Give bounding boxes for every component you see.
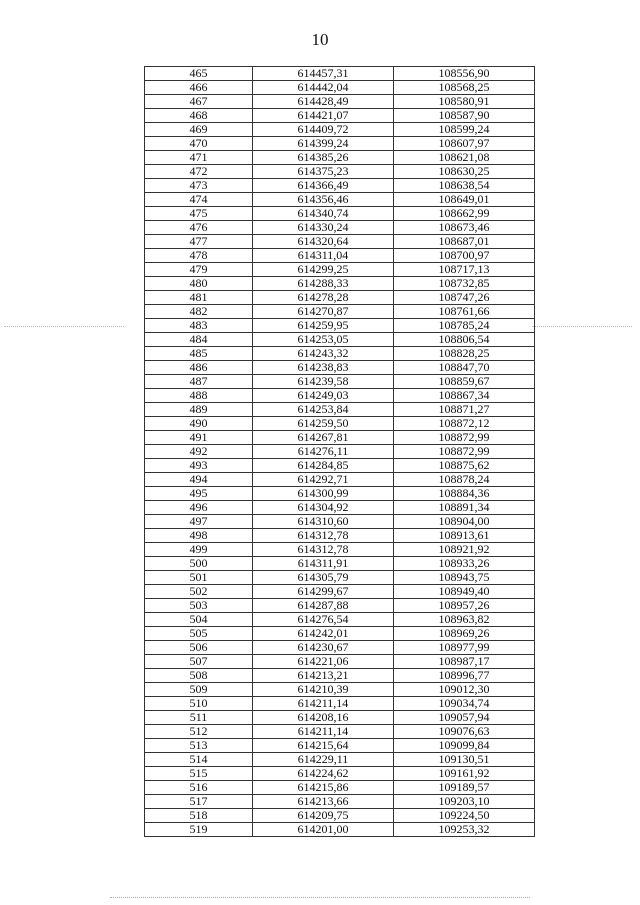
point-number-cell: 512 [145,725,253,739]
x-coordinate-cell: 614312,78 [253,529,394,543]
table-row [145,333,535,347]
y-coordinate-cell: 108828,25 [394,347,535,361]
x-coordinate-cell: 614211,14 [253,697,394,711]
table-row [145,249,535,263]
table-row [145,347,535,361]
table-row [145,543,535,557]
x-coordinate-cell: 614340,74 [253,207,394,221]
x-coordinate-cell: 614310,60 [253,515,394,529]
y-coordinate-cell: 108587,90 [394,109,535,123]
point-number-cell: 490 [145,417,253,431]
y-coordinate-cell: 109203,10 [394,795,535,809]
table-row [145,179,535,193]
y-coordinate-cell: 108649,01 [394,193,535,207]
x-coordinate-cell: 614305,79 [253,571,394,585]
y-coordinate-cell: 108621,08 [394,151,535,165]
y-coordinate-cell: 108943,75 [394,571,535,585]
point-number-cell: 483 [145,319,253,333]
table-row [145,81,535,95]
y-coordinate-cell: 108987,17 [394,655,535,669]
point-number-cell: 476 [145,221,253,235]
point-number-cell: 506 [145,641,253,655]
table-row [145,613,535,627]
y-coordinate-cell: 108732,85 [394,277,535,291]
table-row [145,123,535,137]
y-coordinate-cell: 108607,97 [394,137,535,151]
point-number-cell: 495 [145,487,253,501]
x-coordinate-cell: 614276,54 [253,613,394,627]
point-number-cell: 503 [145,599,253,613]
table-row [145,67,535,81]
point-number-cell: 480 [145,277,253,291]
x-coordinate-cell: 614276,11 [253,445,394,459]
point-number-cell: 484 [145,333,253,347]
point-number-cell: 498 [145,529,253,543]
point-number-cell: 516 [145,781,253,795]
coordinates-table [144,66,535,837]
x-coordinate-cell: 614312,78 [253,543,394,557]
point-number-cell: 496 [145,501,253,515]
point-number-cell: 487 [145,375,253,389]
table-row [145,361,535,375]
point-number-cell: 509 [145,683,253,697]
x-coordinate-cell: 614213,66 [253,795,394,809]
x-coordinate-cell: 614409,72 [253,123,394,137]
table-row [145,711,535,725]
x-coordinate-cell: 614215,64 [253,739,394,753]
table-row [145,641,535,655]
point-number-cell: 515 [145,767,253,781]
table-row [145,277,535,291]
table-row [145,501,535,515]
point-number-cell: 508 [145,669,253,683]
x-coordinate-cell: 614213,21 [253,669,394,683]
y-coordinate-cell: 108673,46 [394,221,535,235]
point-number-cell: 494 [145,473,253,487]
x-coordinate-cell: 614201,00 [253,823,394,837]
x-coordinate-cell: 614284,85 [253,459,394,473]
y-coordinate-cell: 109057,94 [394,711,535,725]
table-row [145,627,535,641]
y-coordinate-cell: 109076,63 [394,725,535,739]
y-coordinate-cell: 109099,84 [394,739,535,753]
point-number-cell: 500 [145,557,253,571]
footer-scan-line [110,897,530,898]
point-number-cell: 514 [145,753,253,767]
table-row [145,137,535,151]
x-coordinate-cell: 614270,87 [253,305,394,319]
point-number-cell: 499 [145,543,253,557]
table-row [145,151,535,165]
x-coordinate-cell: 614259,50 [253,417,394,431]
y-coordinate-cell: 108878,24 [394,473,535,487]
table-row [145,557,535,571]
point-number-cell: 466 [145,81,253,95]
x-coordinate-cell: 614375,23 [253,165,394,179]
y-coordinate-cell: 108884,36 [394,487,535,501]
table-row [145,683,535,697]
y-coordinate-cell: 108847,70 [394,361,535,375]
y-coordinate-cell: 109012,30 [394,683,535,697]
x-coordinate-cell: 614209,75 [253,809,394,823]
table-row [145,459,535,473]
table-row [145,599,535,613]
table-row [145,403,535,417]
table-row [145,95,535,109]
point-number-cell: 510 [145,697,253,711]
y-coordinate-cell: 108871,27 [394,403,535,417]
table-row [145,697,535,711]
point-number-cell: 502 [145,585,253,599]
y-coordinate-cell: 108969,26 [394,627,535,641]
x-coordinate-cell: 614239,58 [253,375,394,389]
x-coordinate-cell: 614253,84 [253,403,394,417]
x-coordinate-cell: 614311,04 [253,249,394,263]
point-number-cell: 465 [145,67,253,81]
y-coordinate-cell: 108717,13 [394,263,535,277]
x-coordinate-cell: 614304,92 [253,501,394,515]
y-coordinate-cell: 108921,92 [394,543,535,557]
point-number-cell: 501 [145,571,253,585]
table-row [145,655,535,669]
y-coordinate-cell: 108996,77 [394,669,535,683]
y-coordinate-cell: 108957,26 [394,599,535,613]
table-row [145,389,535,403]
x-coordinate-cell: 614229,11 [253,753,394,767]
point-number-cell: 474 [145,193,253,207]
table-row [145,795,535,809]
table-row [145,319,535,333]
x-coordinate-cell: 614259,95 [253,319,394,333]
x-coordinate-cell: 614210,39 [253,683,394,697]
point-number-cell: 497 [145,515,253,529]
y-coordinate-cell: 108891,34 [394,501,535,515]
y-coordinate-cell: 109034,74 [394,697,535,711]
x-coordinate-cell: 614249,03 [253,389,394,403]
x-coordinate-cell: 614292,71 [253,473,394,487]
point-number-cell: 481 [145,291,253,305]
point-number-cell: 518 [145,809,253,823]
x-coordinate-cell: 614224,62 [253,767,394,781]
table-row [145,207,535,221]
table-row [145,781,535,795]
y-coordinate-cell: 108872,99 [394,431,535,445]
y-coordinate-cell: 108963,82 [394,613,535,627]
x-coordinate-cell: 614278,28 [253,291,394,305]
y-coordinate-cell: 108785,24 [394,319,535,333]
x-coordinate-cell: 614208,16 [253,711,394,725]
scan-mark-left [4,326,124,327]
point-number-cell: 485 [145,347,253,361]
point-number-cell: 467 [145,95,253,109]
y-coordinate-cell: 109253,32 [394,823,535,837]
x-coordinate-cell: 614299,25 [253,263,394,277]
point-number-cell: 470 [145,137,253,151]
x-coordinate-cell: 614366,49 [253,179,394,193]
table-row [145,739,535,753]
y-coordinate-cell: 108638,54 [394,179,535,193]
y-coordinate-cell: 108630,25 [394,165,535,179]
y-coordinate-cell: 108933,26 [394,557,535,571]
table-row [145,529,535,543]
y-coordinate-cell: 108904,00 [394,515,535,529]
point-number-cell: 491 [145,431,253,445]
x-coordinate-cell: 614320,64 [253,235,394,249]
y-coordinate-cell: 108747,26 [394,291,535,305]
point-number-cell: 519 [145,823,253,837]
point-number-cell: 488 [145,389,253,403]
x-coordinate-cell: 614311,91 [253,557,394,571]
point-number-cell: 511 [145,711,253,725]
y-coordinate-cell: 108872,12 [394,417,535,431]
table-row [145,235,535,249]
point-number-cell: 475 [145,207,253,221]
y-coordinate-cell: 108949,40 [394,585,535,599]
point-number-cell: 478 [145,249,253,263]
x-coordinate-cell: 614356,46 [253,193,394,207]
y-coordinate-cell: 108806,54 [394,333,535,347]
table-row [145,473,535,487]
table-row [145,571,535,585]
x-coordinate-cell: 614242,01 [253,627,394,641]
table-row [145,417,535,431]
table-row [145,767,535,781]
y-coordinate-cell: 108568,25 [394,81,535,95]
point-number-cell: 493 [145,459,253,473]
table-row [145,165,535,179]
table-row [145,669,535,683]
x-coordinate-cell: 614421,07 [253,109,394,123]
point-number-cell: 513 [145,739,253,753]
y-coordinate-cell: 108700,97 [394,249,535,263]
x-coordinate-cell: 614385,26 [253,151,394,165]
x-coordinate-cell: 614267,81 [253,431,394,445]
point-number-cell: 477 [145,235,253,249]
table-row [145,305,535,319]
table-row [145,263,535,277]
point-number-cell: 471 [145,151,253,165]
table-row [145,431,535,445]
y-coordinate-cell: 108662,99 [394,207,535,221]
table-row [145,109,535,123]
y-coordinate-cell: 108977,99 [394,641,535,655]
x-coordinate-cell: 614330,24 [253,221,394,235]
table-row [145,193,535,207]
y-coordinate-cell: 108761,66 [394,305,535,319]
table-row [145,445,535,459]
x-coordinate-cell: 614243,32 [253,347,394,361]
y-coordinate-cell: 108687,01 [394,235,535,249]
table-row [145,487,535,501]
page-number: 10 [311,30,329,49]
table-row [145,725,535,739]
point-number-cell: 507 [145,655,253,669]
point-number-cell: 492 [145,445,253,459]
point-number-cell: 472 [145,165,253,179]
point-number-cell: 504 [145,613,253,627]
point-number-cell: 482 [145,305,253,319]
table-row [145,291,535,305]
point-number-cell: 517 [145,795,253,809]
y-coordinate-cell: 108599,24 [394,123,535,137]
y-coordinate-cell: 108913,61 [394,529,535,543]
table-row [145,753,535,767]
point-number-cell: 505 [145,627,253,641]
table-row [145,221,535,235]
x-coordinate-cell: 614457,31 [253,67,394,81]
x-coordinate-cell: 614230,67 [253,641,394,655]
x-coordinate-cell: 614300,99 [253,487,394,501]
table-row [145,375,535,389]
table-row [145,809,535,823]
x-coordinate-cell: 614287,88 [253,599,394,613]
y-coordinate-cell: 108859,67 [394,375,535,389]
x-coordinate-cell: 614253,05 [253,333,394,347]
point-number-cell: 489 [145,403,253,417]
x-coordinate-cell: 614288,33 [253,277,394,291]
y-coordinate-cell: 109161,92 [394,767,535,781]
y-coordinate-cell: 108556,90 [394,67,535,81]
y-coordinate-cell: 109130,51 [394,753,535,767]
point-number-cell: 473 [145,179,253,193]
x-coordinate-cell: 614238,83 [253,361,394,375]
point-number-cell: 479 [145,263,253,277]
y-coordinate-cell: 108875,62 [394,459,535,473]
table-row [145,823,535,837]
y-coordinate-cell: 108872,99 [394,445,535,459]
scan-mark-right [532,326,632,327]
point-number-cell: 469 [145,123,253,137]
coordinates-table-body [145,67,535,837]
x-coordinate-cell: 614211,14 [253,725,394,739]
table-row [145,585,535,599]
y-coordinate-cell: 108867,34 [394,389,535,403]
table-row [145,515,535,529]
x-coordinate-cell: 614428,49 [253,95,394,109]
x-coordinate-cell: 614221,06 [253,655,394,669]
x-coordinate-cell: 614215,86 [253,781,394,795]
point-number-cell: 486 [145,361,253,375]
y-coordinate-cell: 108580,91 [394,95,535,109]
y-coordinate-cell: 109224,50 [394,809,535,823]
point-number-cell: 468 [145,109,253,123]
x-coordinate-cell: 614299,67 [253,585,394,599]
y-coordinate-cell: 109189,57 [394,781,535,795]
x-coordinate-cell: 614399,24 [253,137,394,151]
x-coordinate-cell: 614442,04 [253,81,394,95]
